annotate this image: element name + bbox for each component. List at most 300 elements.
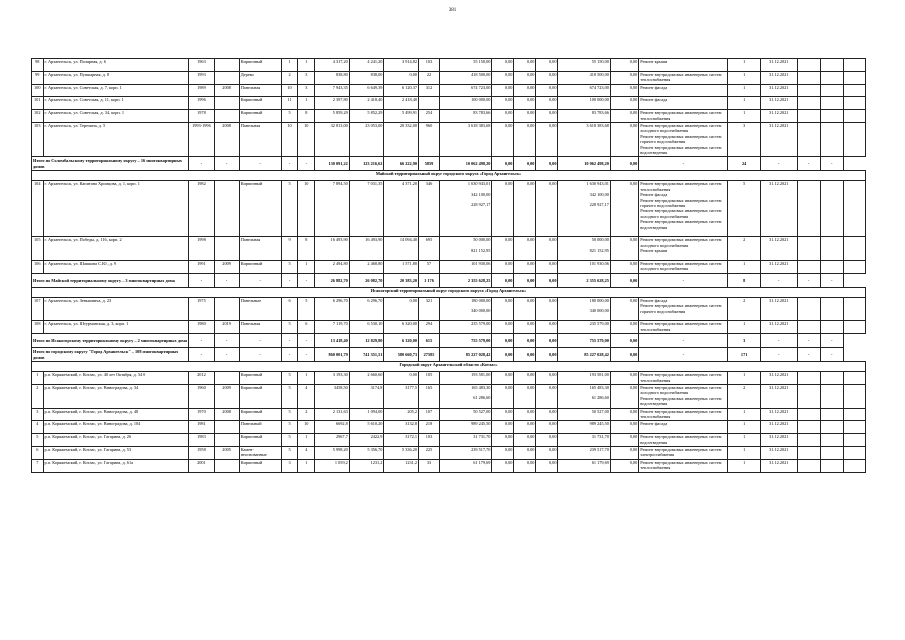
completion-date: 31.12.2021 — [760, 434, 797, 447]
works-count: 1 — [728, 372, 761, 385]
fund-federal: 0,00 — [492, 71, 514, 84]
total-area: 860 001,79 — [315, 348, 350, 362]
row-number: 103 — [32, 122, 44, 156]
residents: 321 — [419, 297, 440, 321]
wall-material: Кирпичный — [239, 372, 281, 385]
total-area: 26 882,70 — [315, 273, 350, 287]
blank-cell — [843, 434, 865, 447]
blank-cell — [797, 446, 820, 459]
fund-regional: 0,00 — [514, 260, 536, 273]
total-dash: - — [820, 348, 843, 362]
building-address: г. Архангельск, ул. Советская, д. 11, корп. 1 — [43, 97, 189, 110]
blank-cell — [820, 237, 843, 261]
row-number: 6 — [32, 446, 44, 459]
total-row — [32, 334, 866, 348]
building-row — [32, 372, 866, 385]
wall-material: Кирпичный — [239, 97, 281, 110]
blank-cell — [843, 297, 865, 321]
repair-cost: 989 245,50 — [440, 421, 492, 434]
year-last-repair — [214, 97, 239, 110]
floors: 5 — [281, 321, 298, 334]
area-residential: 14 094,40 — [384, 237, 419, 261]
building-row — [32, 122, 866, 156]
year-last-repair — [214, 59, 239, 72]
area-premises: 2 418,40 — [349, 97, 384, 110]
fund-owners: 235 579,00 — [558, 321, 610, 334]
total-dash: - — [239, 273, 281, 287]
repair-works — [639, 260, 728, 273]
fund-regional: 0,00 — [514, 372, 536, 385]
residents: 57 — [419, 260, 440, 273]
area-premises: 2 468,80 — [349, 260, 384, 273]
fund-owners-line: 165 483,30 — [589, 384, 609, 390]
year-last-repair: 2005 — [214, 446, 239, 459]
repair-works — [639, 181, 728, 237]
fund-regional: 0,00 — [514, 384, 536, 408]
area-residential: 6 320,00 — [384, 321, 419, 334]
area-premises: 6 296,70 — [349, 297, 384, 321]
year-last-repair — [214, 110, 239, 123]
repair-works-line: Ремонт внутридомовых инженерных систем водоотведения — [640, 219, 722, 230]
completion-date: 31.12.2021 — [760, 321, 797, 334]
year-last-repair — [214, 372, 239, 385]
building-row — [32, 421, 866, 434]
works-count: 2 — [728, 297, 761, 321]
completion-date: 31.12.2021 — [760, 110, 797, 123]
fund-regional: 0,00 — [514, 110, 536, 123]
total-cost: 10 062 498,20 — [440, 157, 492, 171]
area-residential: 20 332,00 — [384, 122, 419, 156]
fund-local: 0,00 — [536, 408, 558, 421]
blank-cell — [797, 434, 820, 447]
fund-federal: 0,00 — [492, 297, 514, 321]
blank-cell — [820, 408, 843, 421]
entrances: 3 — [298, 71, 315, 84]
section-heading-row — [32, 171, 866, 181]
repair-works — [639, 110, 728, 123]
entrances: 8 — [298, 237, 315, 261]
year-built: 1991 — [189, 260, 214, 273]
total-label: Итого по Соломбальскому территориальному округу – 16 многоквартирных домов — [32, 157, 189, 171]
repair-works — [639, 434, 728, 447]
area-premises: 16 493,90 — [349, 237, 384, 261]
area-residential: 5 336,20 — [384, 446, 419, 459]
residents — [419, 97, 440, 110]
fund-other: 0,00 — [610, 122, 638, 156]
total-dash: - — [189, 157, 214, 171]
area-residential: 0,00 — [384, 372, 419, 385]
entrances: 8 — [298, 110, 315, 123]
blank-cell — [820, 122, 843, 156]
works-count: 2 — [728, 237, 761, 261]
fund-federal: 0,00 — [492, 97, 514, 110]
building-row — [32, 84, 866, 97]
building-address: р.п. Коряжемский, г. Котлас, ул. Виноградова, д. 34 — [43, 384, 189, 408]
fund-regional: 0,00 — [514, 237, 536, 261]
total-dash: - — [281, 334, 298, 348]
area-premises: 2422,9 — [349, 434, 384, 447]
fund-owners: 101 930,06 — [558, 260, 610, 273]
blank-cell — [843, 446, 865, 459]
wall-material: Панельная — [239, 84, 281, 97]
year-last-repair — [214, 181, 239, 237]
blank-cell — [797, 459, 820, 472]
repair-works-line: Ремонт внутридомовых инженерных систем горячего водоснабжения — [640, 133, 722, 145]
row-number: 4 — [32, 421, 44, 434]
total-dash: - — [298, 273, 315, 287]
floors: 5 — [281, 372, 298, 385]
total-area: 3458,50 — [315, 384, 350, 408]
fund-local: 0,00 — [536, 71, 558, 84]
floors: 2 — [281, 71, 298, 84]
blank-cell — [820, 110, 843, 123]
building-address: г. Архангельск, ул. Советская, д. 7, корп. 1 — [43, 84, 189, 97]
total-fund-federal: 0,00 — [492, 348, 514, 362]
fund-federal: 0,00 — [492, 434, 514, 447]
fund-other: 0,00 — [610, 459, 638, 472]
fund-owners: 3 618 383,68 — [558, 122, 610, 156]
floors: 5 — [281, 260, 298, 273]
blank-cell — [843, 181, 865, 237]
row-number: 101 — [32, 97, 44, 110]
row-number: 1 — [32, 372, 44, 385]
building-address: г. Архангельск, ул. Пушкарная, д. 8 — [43, 71, 189, 84]
completion-date: 31.12.2021 — [760, 446, 797, 459]
total-dash: - — [281, 273, 298, 287]
repair-cost: 235 579,00 — [440, 321, 492, 334]
total-dash: - — [760, 157, 797, 171]
blank-cell — [843, 122, 865, 156]
building-address: р.п. Коряжемский, г. Котлас, ул. Виноградова, д. 48 — [43, 408, 189, 421]
total-area: 6692,8 — [315, 421, 350, 434]
total-cost: 2 355 628,25 — [440, 273, 492, 287]
blank-cell — [820, 434, 843, 447]
total-area-residential: 20 383,20 — [384, 273, 419, 287]
total-area-premises: 123 216,62 — [349, 157, 384, 171]
works-count: 1 — [728, 59, 761, 72]
repair-cost-line: 180 000,00 — [471, 297, 491, 303]
fund-other: 0,00 — [610, 71, 638, 84]
area-premises: 6 530,10 — [349, 321, 384, 334]
fund-owners: 55 150,00 — [558, 59, 610, 72]
fund-local: 0,00 — [536, 59, 558, 72]
total-dash: - — [820, 157, 843, 171]
fund-regional: 0,00 — [514, 84, 536, 97]
total-works-count: 24 — [728, 157, 761, 171]
fund-federal: 0,00 — [492, 84, 514, 97]
area-premises: 5 610,20 — [349, 421, 384, 434]
repair-works — [639, 237, 728, 261]
total-area: 130 091,22 — [315, 157, 350, 171]
wall-material: Кирпичный — [239, 434, 281, 447]
year-last-repair: 2019 — [214, 321, 239, 334]
completion-date: 31.12.2021 — [760, 260, 797, 273]
fund-local: 0,00 — [536, 181, 558, 237]
wall-material: Кирпичный — [239, 408, 281, 421]
fund-regional: 0,00 — [514, 181, 536, 237]
blank-cell — [820, 446, 843, 459]
capital-repair-register-table — [31, 58, 866, 473]
year-built: 2012 — [189, 372, 214, 385]
blank-cell — [797, 297, 820, 321]
total-fund-other: 0,00 — [610, 273, 638, 287]
fund-owners — [558, 237, 610, 261]
building-row — [32, 297, 866, 321]
floors: 5 — [281, 421, 298, 434]
repair-cost: 61 179,69 — [440, 459, 492, 472]
area-premises: 2 660,60 — [349, 372, 384, 385]
section-heading-row — [32, 362, 866, 372]
total-area-premises: 12 829,80 — [349, 334, 384, 348]
blank-cell — [797, 384, 820, 408]
year-last-repair: 2008 — [214, 408, 239, 421]
wall-material: Панельная — [239, 237, 281, 261]
fund-owners: 989 245,50 — [558, 421, 610, 434]
year-last-repair: 2009 — [214, 260, 239, 273]
total-fund-federal: 0,00 — [492, 157, 514, 171]
total-residents: 27585 — [419, 348, 440, 362]
blank-cell — [843, 384, 865, 408]
building-address: р.п. Коряжемский, г. Котлас, ул. Гагарина, д. 53 — [43, 446, 189, 459]
fund-regional: 0,00 — [514, 446, 536, 459]
entrances: 1 — [298, 459, 315, 472]
year-built: 1998 — [189, 237, 214, 261]
fund-regional: 0,00 — [514, 434, 536, 447]
fund-owners: 61 179,69 — [558, 459, 610, 472]
building-row — [32, 434, 866, 447]
repair-works-line: Ремонт внутридомовых инженерных систем горячего водоснабжения — [640, 303, 722, 314]
residents: 346 — [419, 181, 440, 237]
repair-cost: 674 723,00 — [440, 84, 492, 97]
area-premises: 23 053,00 — [349, 122, 384, 156]
area-residential: 6 120,37 — [384, 84, 419, 97]
area-residential: 3172,1 — [384, 434, 419, 447]
fund-owners-line: 228 927,17 — [589, 202, 609, 208]
entrances: 4 — [298, 446, 315, 459]
works-count: 2 — [728, 384, 761, 408]
year-built: 2001 — [189, 459, 214, 472]
floors: 1 — [281, 59, 298, 72]
blank-cell — [797, 321, 820, 334]
works-count: 1 — [728, 446, 761, 459]
total-cost: 755 579,00 — [440, 334, 492, 348]
repair-works-line: Ремонт фасада — [640, 97, 668, 103]
repair-works — [639, 59, 728, 72]
repair-works-line: Ремонт внутридомовых инженерных систем электроснабжения — [640, 446, 722, 458]
entrances: 1 — [298, 434, 315, 447]
fund-other: 0,00 — [610, 110, 638, 123]
total-area: 7 943,35 — [315, 84, 350, 97]
repair-cost-line: 821 152,95 — [471, 247, 491, 253]
wall-material: Панельная — [239, 122, 281, 156]
repair-works-line: Ремонт внутридомовых инженерных систем теплоснабжения — [640, 110, 722, 121]
residents: 33 — [419, 459, 440, 472]
total-fund-regional: 0,00 — [514, 348, 536, 362]
works-count: 1 — [728, 421, 761, 434]
total-dash: - — [214, 273, 239, 287]
year-last-repair — [214, 434, 239, 447]
blank-cell — [843, 260, 865, 273]
blank-cell — [820, 59, 843, 72]
total-area: 5 859,29 — [315, 110, 350, 123]
row-number: 5 — [32, 434, 44, 447]
building-address: г. Архангельск, ул. Капитана Хромцова, д. 1, корп. 1 — [43, 181, 189, 237]
total-dash: - — [281, 157, 298, 171]
total-dash: - — [760, 334, 797, 348]
works-count: 3 — [728, 122, 761, 156]
year-built: 1970 — [189, 408, 214, 421]
fund-federal: 0,00 — [492, 321, 514, 334]
repair-cost — [440, 237, 492, 261]
blank-cell — [797, 84, 820, 97]
total-area: 1 059,2 — [315, 459, 350, 472]
total-area: 2 494,80 — [315, 260, 350, 273]
repair-cost — [440, 181, 492, 237]
year-last-repair — [214, 459, 239, 472]
total-fund-other: 0,00 — [610, 157, 638, 171]
fund-other: 0,00 — [610, 59, 638, 72]
total-label: Итого по Исакогорскому территориальному округу – 2 многоквартирных дома — [32, 334, 189, 348]
total-fund-local: 0,00 — [536, 157, 558, 171]
repair-cost: 50 527,00 — [440, 408, 492, 421]
repair-cost-line: 342 100,00 — [471, 191, 491, 197]
repair-works-line: Ремонт внутридомовых инженерных систем теплоснабжения — [640, 71, 722, 83]
repair-works — [639, 446, 728, 459]
total-dash: - — [797, 273, 820, 287]
fund-other: 0,00 — [610, 84, 638, 97]
year-built: 1980 — [189, 321, 214, 334]
fund-owners — [558, 297, 610, 321]
repair-works-line: Ремонт внутридомовых инженерных систем теплоснабжения — [640, 181, 722, 192]
building-row — [32, 459, 866, 472]
floors: 3 — [281, 459, 298, 472]
completion-date: 31.12.2021 — [760, 181, 797, 237]
repair-works-line: Ремонт фасада — [640, 192, 668, 198]
area-premises: 4 241,20 — [349, 59, 384, 72]
total-area-residential: 66 222,90 — [384, 157, 419, 171]
area-residential: 1 571,80 — [384, 260, 419, 273]
total-dash: - — [214, 334, 239, 348]
fund-local: 0,00 — [536, 434, 558, 447]
blank-cell — [797, 59, 820, 72]
entrances: 1 — [298, 372, 315, 385]
residents: 254 — [419, 110, 440, 123]
year-last-repair — [214, 237, 239, 261]
total-dash: - — [281, 348, 298, 362]
blank-cell — [820, 97, 843, 110]
repair-works — [639, 321, 728, 334]
repair-cost: 3 618 383,68 — [440, 122, 492, 156]
entrances: 2 — [298, 408, 315, 421]
blank-cell — [843, 459, 865, 472]
repair-works-line: Ремонт внутридомовых инженерных систем теплоснабжения — [640, 372, 722, 383]
fund-local: 0,00 — [536, 84, 558, 97]
building-address: р.п. Коряжемский, г. Котлас, ул. Виноградова, д. 104 — [43, 421, 189, 434]
total-dash: - — [797, 348, 820, 362]
building-address: р.п. Коряжемский, г. Котлас, ул. 40 лет Октября, д. 34 б — [43, 372, 189, 385]
year-built: 1978 — [189, 110, 214, 123]
row-number: 106 — [32, 260, 44, 273]
fund-federal: 0,00 — [492, 384, 514, 408]
entrances: 1 — [298, 97, 315, 110]
total-area: 838,80 — [315, 71, 350, 84]
total-dash: - — [214, 348, 239, 362]
floors: 5 — [281, 384, 298, 408]
fund-federal: 0,00 — [492, 459, 514, 472]
total-label: Итого по Майской территориальному округу – 3 многоквартирных дома — [32, 273, 189, 287]
blank-cell — [843, 421, 865, 434]
area-premises: 5 356,70 — [349, 446, 384, 459]
section-heading: Городской округ Архангельской области «Котлас» — [32, 362, 866, 372]
blank-cell — [843, 71, 865, 84]
building-row — [32, 260, 866, 273]
repair-cost-line: 1 630 943,01 — [467, 181, 491, 187]
fund-owners: 50 527,00 — [558, 408, 610, 421]
total-area: 2 397,80 — [315, 97, 350, 110]
blank-cell — [843, 59, 865, 72]
floors: 10 — [281, 122, 298, 156]
fund-local: 0,00 — [536, 446, 558, 459]
entrances: 4 — [298, 384, 315, 408]
wall-material: Кирпичный — [239, 384, 281, 408]
total-area: 7 119,70 — [315, 321, 350, 334]
works-count: 1 — [728, 71, 761, 84]
fund-other: 0,00 — [610, 384, 638, 408]
building-row — [32, 384, 866, 408]
residents: 695 — [419, 237, 440, 261]
blank-cell — [820, 71, 843, 84]
total-area: 5 998,20 — [315, 446, 350, 459]
blank-cell — [797, 110, 820, 123]
fund-other: 0,00 — [610, 181, 638, 237]
area-premises: 1 094,00 — [349, 408, 384, 421]
repair-works-line: Ремонт внутридомовых инженерных систем теплоснабжения — [640, 321, 722, 332]
building-address: р.п. Коряжемский, г. Котлас, ул. Гагарина, д. 26 — [43, 434, 189, 447]
fund-federal: 0,00 — [492, 59, 514, 72]
fund-local: 0,00 — [536, 97, 558, 110]
total-area-residential: 580 660,73 — [384, 348, 419, 362]
area-residential: 3 914,82 — [384, 59, 419, 72]
repair-cost — [440, 297, 492, 321]
year-built: 1993 — [189, 71, 214, 84]
total-area: 2 131,63 — [315, 408, 350, 421]
year-built: 1989 — [189, 84, 214, 97]
floors: 6 — [281, 297, 298, 321]
entrances: 10 — [298, 181, 315, 237]
repair-works-line: Ремонт фасада — [640, 297, 668, 303]
total-dash: - — [298, 334, 315, 348]
area-residential: 1231,2 — [384, 459, 419, 472]
area-residential: 4 371,20 — [384, 181, 419, 237]
total-works-dash: - — [639, 273, 728, 287]
fund-local: 0,00 — [536, 421, 558, 434]
fund-regional: 0,00 — [514, 421, 536, 434]
completion-date: 31.12.2021 — [760, 408, 797, 421]
residents: 107 — [419, 408, 440, 421]
row-number: 3 — [32, 408, 44, 421]
completion-date: 31.12.2021 — [760, 59, 797, 72]
repair-works-line: Ремонт внутридомовых инженерных систем теплоснабжения — [640, 408, 722, 419]
area-premises: 838,00 — [349, 71, 384, 84]
total-residents: 615 — [419, 334, 440, 348]
total-fund-regional: 0,00 — [514, 334, 536, 348]
repair-works — [639, 459, 728, 472]
total-fund-local: 0,00 — [536, 348, 558, 362]
residents: 225 — [419, 446, 440, 459]
blank-cell — [843, 110, 865, 123]
fund-regional: 0,00 — [514, 71, 536, 84]
entrances: 10 — [298, 122, 315, 156]
